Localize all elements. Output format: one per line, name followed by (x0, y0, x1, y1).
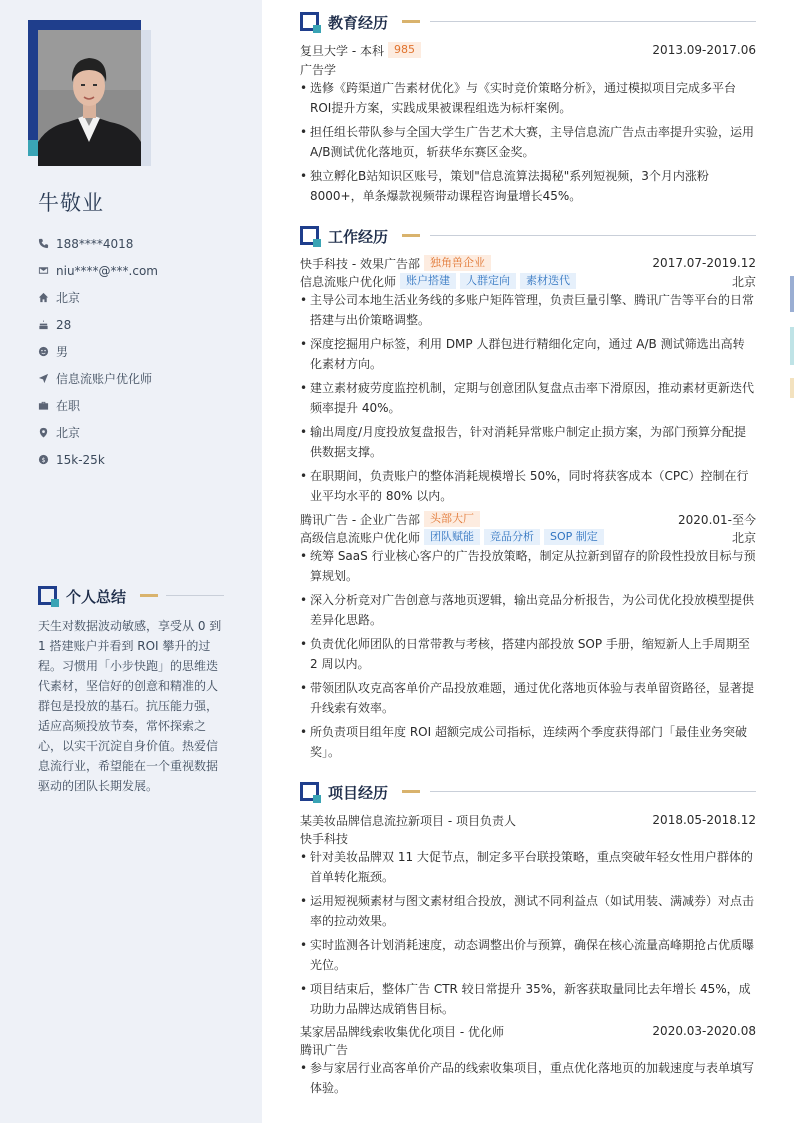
skill-tag: 账户搭建 (400, 273, 456, 289)
project-org-line (300, 1040, 756, 1058)
job-bullets (300, 546, 756, 766)
skill-tag: 竞品分析 (484, 529, 540, 545)
photo-frame-accent (28, 140, 38, 156)
project-header-line (300, 1022, 756, 1040)
project-header-line (300, 811, 756, 829)
job-dates: 2020.01-至今 (678, 512, 756, 527)
title-divider (430, 235, 756, 236)
project-bullets (300, 1058, 756, 1102)
list-item: • 项目结束后，整体广告 CTR 较日常提升 35%，新客获取量同比去年增长 45%，成功助力品牌达成销售目标。 (300, 979, 756, 1019)
section-square-icon (38, 586, 57, 605)
info-text: 28 (56, 317, 72, 332)
projects-title: 项目经历 (328, 784, 389, 802)
list-item: • 统筹 SaaS 行业核心客户的广告投放策略，制定从拉新到留存的阶段性投放目标与预算规划。 (300, 546, 756, 586)
info-text: niu****@***.com (56, 263, 158, 278)
salary-icon (38, 454, 56, 466)
education-dates: 2013.09-2017.06 (652, 43, 756, 57)
list-item: • 深入分析竞对广告创意与落地页逻辑，输出竞品分析报告，为公司优化投放模型提供差异化思路。 (300, 590, 756, 630)
info-gender (38, 338, 248, 365)
send-icon (38, 373, 56, 385)
project-org-line (300, 829, 756, 847)
info-text: 男 (56, 345, 69, 359)
info-email (38, 257, 248, 284)
company-name: 快手科技 - 效果广告部 (300, 256, 420, 271)
list-item: • 独立孵化B站知识区账号，策划"信息流算法揭秘"系列短视频，3个月内涨粉8000+，单条爆款视频带动课程咨询量增长45%。 (300, 166, 756, 206)
skill-tag: 素材迭代 (520, 273, 576, 289)
job-role: 信息流账户优化师 (300, 274, 397, 289)
section-square-icon (300, 12, 319, 31)
list-item: • 选修《跨渠道广告素材优化》与《实时竞价策略分析》，通过模拟项目完成多平台ROI提升方案，实践成果被课程组选为标杆案例。 (300, 78, 756, 118)
edge-marker (790, 327, 794, 365)
section-square-icon (300, 782, 319, 801)
list-item: • 针对美妆品牌双 11 大促节点，制定多平台联投策略，重点突破年轻女性用户群体的首单转化瓶颈。 (300, 847, 756, 887)
education-header-line (300, 41, 756, 59)
info-text: 15k-25k (56, 452, 105, 467)
school-name: 复旦大学 - 本科 (300, 43, 384, 58)
avatar (38, 30, 141, 166)
list-item: • 负责优化师团队的日常带教与考核，搭建内部投放 SOP 手册，缩短新人上手周期至 2 周以内。 (300, 634, 756, 674)
project-org: 快手科技 (300, 831, 349, 846)
project-dates: 2020.03-2020.08 (652, 1024, 756, 1038)
job-bullets (300, 290, 756, 510)
company-name: 腾讯广告 - 企业广告部 (300, 512, 420, 527)
list-item: • 建立素材疲劳度监控机制，定期与创意团队复盘点击率下滑原因，推动素材更新迭代频率提升 40%。 (300, 378, 756, 418)
skill-tag: SOP 制定 (544, 529, 604, 545)
project-dates: 2018.05-2018.12 (652, 813, 756, 827)
summary-title: 个人总结 (66, 588, 127, 606)
list-item: • 主导公司本地生活业务线的多账户矩阵管理，负责巨量引擎、腾讯广告等平台的日常搭建与出价策略调整。 (300, 290, 756, 330)
cake-icon (38, 319, 56, 331)
skill-tag: 团队赋能 (424, 529, 480, 545)
list-item: • 实时监测各计划消耗速度，动态调整出价与预算，确保在核心流量高峰期抢占优质曝光位。 (300, 935, 756, 975)
school-tag: 985 (388, 42, 421, 58)
gender-icon (38, 346, 56, 358)
svg-text:$: $ (41, 455, 46, 464)
list-item: • 输出周度/月度投放复盘报告，针对消耗异常账户制定止损方案，为部门预算分配提供数据支撑。 (300, 422, 756, 462)
job-city: 北京 (731, 530, 756, 545)
title-accent-bar (402, 790, 420, 793)
info-text: 在职 (56, 399, 81, 413)
location-pin-icon (38, 427, 56, 439)
title-divider (166, 595, 224, 596)
sidebar (0, 0, 262, 1123)
info-text: 188****4018 (56, 236, 134, 251)
info-phone (38, 230, 248, 257)
projects-section-header (300, 782, 756, 802)
edge-marker (790, 378, 794, 398)
list-item: • 运用短视频素材与图文素材组合投放，测试不同利益点（如试用装、满减券）对点击率的拉动效果。 (300, 891, 756, 931)
home-icon (38, 292, 56, 304)
info-salary (38, 446, 248, 473)
project-name: 某家居品牌线索收集优化项目 - 优化师 (300, 1024, 504, 1039)
info-age (38, 311, 248, 338)
major: 广告学 (300, 62, 337, 77)
summary-text: 天生对数据波动敏感，享受从 0 到 1 搭建账户并看到 ROI 攀升的过程。习惯用「小步快跑」的思维迭代素材，坚信好的创意和精准的人群包是投放的基石。抗压能力强，适应高频投放节奏，常怀探索之心，以实干沉淀自身价值。热爱信息流行业，希望能在一个重视数据驱动的团队长期发展。 (38, 619, 222, 793)
info-text: 北京 (56, 426, 81, 440)
info-text: 北京 (56, 291, 81, 305)
job-city: 北京 (731, 274, 756, 289)
profile-name: 牛敬业 (38, 191, 104, 215)
job-dates: 2017.07-2019.12 (652, 256, 756, 270)
title-accent-bar (402, 20, 420, 23)
project-bullets (300, 847, 756, 1023)
list-item: • 带领团队攻克高客单价产品投放难题，通过优化落地页体验与表单留资路径，显著提升线索有效率。 (300, 678, 756, 718)
mail-icon (38, 265, 56, 277)
briefcase-icon (38, 400, 56, 412)
avatar-portrait (38, 30, 141, 166)
education-title: 教育经历 (328, 14, 389, 32)
title-divider (430, 21, 756, 22)
work-section-header (300, 226, 756, 246)
job-role-line (300, 528, 756, 546)
company-tag: 独角兽企业 (424, 255, 491, 271)
section-square-icon (300, 226, 319, 245)
info-target-position (38, 365, 248, 392)
list-item: • 深度挖掘用户标签，利用 DMP 人群包进行精细化定向，通过 A/B 测试筛选出高转化素材方向。 (300, 334, 756, 374)
info-status (38, 392, 248, 419)
photo-frame-shadow (141, 30, 151, 166)
title-accent-bar (402, 234, 420, 237)
job-role: 高级信息流账户优化师 (300, 530, 421, 545)
project-name: 某美妆品牌信息流拉新项目 - 项目负责人 (300, 813, 516, 828)
job-role-line (300, 272, 756, 290)
list-item: • 所负责项目组年度 ROI 超额完成公司指标，连续两个季度获得部门「最佳业务突破奖」。 (300, 722, 756, 762)
phone-icon (38, 238, 56, 250)
work-title: 工作经历 (328, 228, 389, 246)
edge-marker (790, 276, 794, 312)
education-section-header (300, 12, 756, 32)
list-item: • 在职期间，负责账户的整体消耗规模增长 50%，同时将获客成本（CPC）控制在行业平均水平的 80% 以内。 (300, 466, 756, 506)
title-divider (430, 791, 756, 792)
skill-tag: 人群定向 (460, 273, 516, 289)
company-tag: 头部大厂 (424, 511, 480, 527)
contact-info-list (38, 230, 248, 473)
education-bullets (300, 78, 756, 210)
info-work-city (38, 419, 248, 446)
job-header-line (300, 254, 756, 272)
summary-section-header (38, 586, 224, 606)
education-major-line (300, 60, 756, 78)
info-text: 信息流账户优化师 (56, 372, 153, 386)
project-org: 腾讯广告 (300, 1042, 349, 1057)
info-hometown (38, 284, 248, 311)
job-header-line (300, 510, 756, 528)
list-item: • 担任组长带队参与全国大学生广告艺术大赛，主导信息流广告点击率提升实验，运用A/B测试优化落地页，斩获华东赛区金奖。 (300, 122, 756, 162)
list-item: • 参与家居行业高客单价产品的线索收集项目，重点优化落地页的加载速度与表单填写体验。 (300, 1058, 756, 1098)
title-accent-bar (140, 594, 158, 597)
